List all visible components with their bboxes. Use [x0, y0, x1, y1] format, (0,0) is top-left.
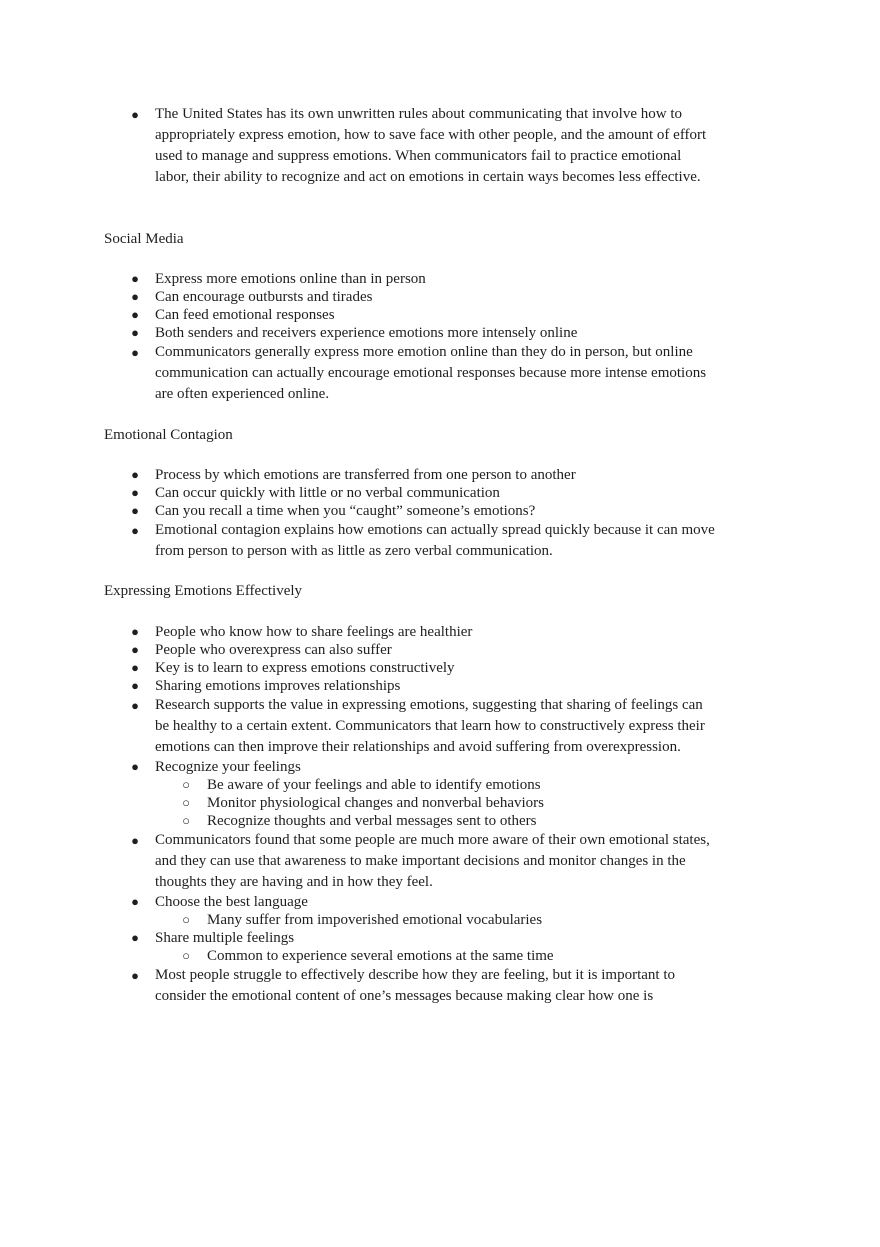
- list-item-text: Can encourage outbursts and tirades: [155, 289, 373, 305]
- sub-list-item-text: Many suffer from impoverished emotional vocabularies: [207, 912, 543, 928]
- bullet-list-emotional-contagion: [0, 466, 880, 562]
- list-item-text: Recognize your feelings: [155, 759, 301, 775]
- bullet-icon: ●: [131, 894, 139, 909]
- bullet-list-social-media: [0, 270, 880, 405]
- list-item: [0, 677, 715, 695]
- list-item: [0, 324, 715, 342]
- list-item: [0, 484, 715, 502]
- bullet-icon: ●: [131, 345, 139, 360]
- hollow-bullet-icon: ○: [182, 813, 190, 828]
- list-item-text: Share multiple feelings: [155, 930, 295, 946]
- bullet-icon: ●: [131, 698, 139, 713]
- list-item-text: Express more emotions online than in person: [155, 271, 426, 287]
- list-item-text: Can you recall a time when you “caught” someone’s emotions?: [155, 503, 536, 519]
- list-item: [0, 758, 715, 830]
- list-item-text: The United States has its own unwritten rules about communicating that involve how to appropriately express emotion, how to save face with other people, and the amount of effort used to manage and suppress emotions. When communicators fail to practice emotional labor, their ability to recognize and act on emotions in certain ways becomes less effective.: [155, 106, 707, 185]
- hollow-bullet-icon: ○: [182, 912, 190, 927]
- bullet-icon: ●: [131, 759, 139, 774]
- list-item-text: Choose the best language: [155, 894, 308, 910]
- sub-list-item: [155, 794, 715, 812]
- list-item-text: Process by which emotions are transferred from one person to another: [155, 467, 576, 483]
- hollow-bullet-icon: ○: [182, 948, 190, 963]
- sub-list-item: [155, 911, 715, 929]
- list-item: [0, 893, 715, 929]
- hollow-bullet-icon: ○: [182, 795, 190, 810]
- bullet-icon: ●: [131, 642, 139, 657]
- list-item: [0, 466, 715, 484]
- bullet-icon: ●: [131, 467, 139, 482]
- bullet-icon: ●: [131, 833, 139, 848]
- list-item-text: Emotional contagion explains how emotions can actually spread quickly because it can move from person to person with as little as zero verbal communication.: [155, 522, 715, 559]
- list-item: [0, 502, 715, 520]
- list-item-text: Can feed emotional responses: [155, 307, 335, 323]
- bullet-icon: ●: [131, 271, 139, 286]
- bullet-icon: ●: [131, 485, 139, 500]
- sub-list-item: [155, 947, 715, 965]
- bullet-list-intro: [0, 104, 880, 188]
- list-item: [0, 929, 715, 965]
- hollow-bullet-icon: ○: [182, 777, 190, 792]
- list-item-text: Can occur quickly with little or no verbal communication: [155, 485, 500, 501]
- section-heading-emotional-contagion: Emotional Contagion: [104, 427, 233, 443]
- list-item-text: Both senders and receivers experience emotions more intensely online: [155, 325, 578, 341]
- list-item-text: Sharing emotions improves relationships: [155, 678, 401, 694]
- list-item: [0, 641, 715, 659]
- bullet-icon: ●: [131, 968, 139, 983]
- list-item: [0, 520, 715, 562]
- bullet-icon: ●: [131, 660, 139, 675]
- bullet-icon: ●: [131, 678, 139, 693]
- list-item: [0, 965, 715, 1007]
- sub-list-item-text: Common to experience several emotions at the same time: [207, 948, 554, 964]
- bullet-icon: ●: [131, 289, 139, 304]
- sub-list: [155, 776, 715, 830]
- list-item-text: Most people struggle to effectively describe how they are feeling, but it is important to consider the emotional content of one’s messages because making clear how one is: [155, 967, 676, 1004]
- sub-list-item-text: Monitor physiological changes and nonverbal behaviors: [207, 795, 545, 811]
- list-item: [0, 342, 715, 405]
- sub-list-item-text: Recognize thoughts and verbal messages sent to others: [207, 813, 537, 829]
- bullet-icon: ●: [131, 503, 139, 518]
- bullet-icon: ●: [131, 107, 139, 122]
- sub-list-item: [155, 812, 715, 830]
- bullet-icon: ●: [131, 523, 139, 538]
- list-item: [0, 104, 715, 188]
- list-item: [0, 695, 715, 758]
- sub-list: [155, 947, 715, 965]
- list-item: [0, 830, 715, 893]
- bullet-list-expressing-emotions: [0, 623, 880, 1007]
- list-item-text: Communicators generally express more emotion online than they do in person, but online communication can actually encourage emotional responses because more intense emotions are often experienced online.: [155, 344, 707, 402]
- list-item: [0, 306, 715, 324]
- list-item-text: Research supports the value in expressing emotions, suggesting that sharing of feelings can be healthy to a certain extent. Communicators that learn how to constructively express their emotions can then improve their relationships and avoid suffering from overexpression.: [155, 697, 705, 755]
- bullet-icon: ●: [131, 307, 139, 322]
- bullet-icon: ●: [131, 325, 139, 340]
- sub-list: [155, 911, 715, 929]
- list-item-text: People who know how to share feelings are healthier: [155, 624, 473, 640]
- list-item: [0, 270, 715, 288]
- list-item: [0, 623, 715, 641]
- list-item-text: People who overexpress can also suffer: [155, 642, 392, 658]
- bullet-icon: ●: [131, 930, 139, 945]
- sub-list-item: [155, 776, 715, 794]
- sub-list-item-text: Be aware of your feelings and able to identify emotions: [207, 777, 541, 793]
- bullet-icon: ●: [131, 624, 139, 639]
- list-item: [0, 288, 715, 306]
- section-heading-social-media: Social Media: [104, 231, 184, 247]
- list-item-text: Communicators found that some people are much more aware of their own emotional states, and they can use that awareness to make important decisions and monitor changes in the thoughts they are having and in how they feel.: [155, 832, 710, 890]
- list-item-text: Key is to learn to express emotions constructively: [155, 660, 455, 676]
- list-item: [0, 659, 715, 677]
- section-heading-expressing-emotions: Expressing Emotions Effectively: [104, 583, 303, 599]
